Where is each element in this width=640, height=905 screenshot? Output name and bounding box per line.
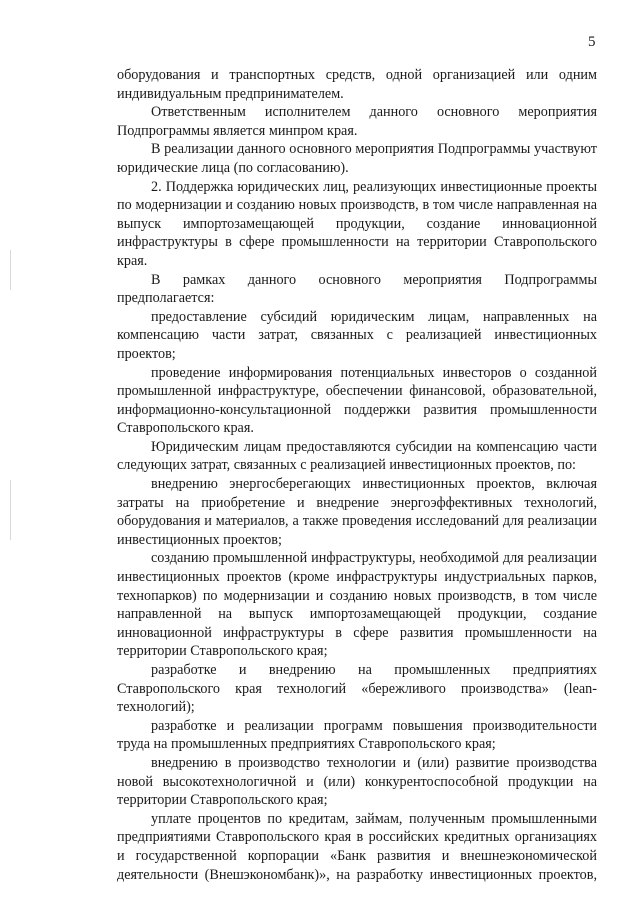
paragraph: 2. Поддержка юридических лиц, реализующих инвестиционные проекты по модернизации и созданию новых производств, в том числе направленная на выпуск импортозамещающей продукции, создание инновационной инфраструктуры в сфере промышленности на территории Ставропольского края. (117, 178, 597, 269)
paragraph: внедрению энергосберегающих инвестиционных проектов, включая затраты на приобретение и внедрение энергоэффективных технологий, оборудования и материалов, а также проведения исследований для реализации инвестиционных проектов; (117, 476, 597, 548)
paragraph: разработке и внедрению на промышленных предприятиях Ставропольского края технологий «бережливого производства» (lean-технологий); (117, 662, 597, 716)
paragraph: разработке и реализации программ повышения производительности труда на промышленных предприятиях Ставропольского края; (117, 717, 597, 753)
paragraph: Ответственным исполнителем данного основного мероприятия Подпрограммы является минпром края. (117, 104, 597, 139)
paragraph: проведение информирования потенциальных инвесторов о созданной промышленной инфраструктуре, обеспечении финансовой, образовательной, информационно-консультационной поддержки развития промышленности Ставропольского края. (117, 364, 597, 437)
scan-edge-mark (10, 480, 11, 540)
paragraph: предоставление субсидий юридическим лицам, направленных на компенсацию части затрат, связанных с реализацией инвестиционных проектов; (117, 308, 597, 362)
paragraph: созданию промышленной инфраструктуры, необходимой для реализации инвестиционных проектов (кроме инфраструктуры индустриальных парков, технопарков) по модернизации и созданию новых производств, в том числе направленной на выпуск импортозамещающей продукции, создание инновационной инфраструктуры в сфере развития промышленности на территории Ставропольского края; (117, 550, 597, 660)
paragraph: внедрению в производство технологии и (или) развитие производства новой высокотехнологичной и (или) конкурентоспособной продукции на территории Ставропольского края; (117, 754, 597, 809)
document-body (117, 66, 597, 884)
paragraph: Юридическим лицам предоставляются субсидии на компенсацию части следующих затрат, связанных с реализацией инвестиционных проектов, по: (117, 438, 597, 474)
page-number: 5 (588, 34, 596, 50)
paragraph: оборудования и транспортных средств, одной организацией или одним индивидуальным предпринимателем. (117, 67, 597, 102)
scan-edge-mark (10, 250, 11, 290)
paragraph: В реализации данного основного мероприятия Подпрограммы участвуют юридические лица (по согласованию). (117, 141, 597, 176)
paragraph: В рамках данного основного мероприятия Подпрограммы предполагается: (117, 271, 597, 307)
paragraph: уплате процентов по кредитам, займам, полученным промышленными предприятиями Ставропольского края в российских кредитных организациях и государственной корпорации «Банк развития и внешнеэкономической деятельности (Внешэкономбанк)», на разработку инвестиционных проектов, (117, 810, 597, 883)
